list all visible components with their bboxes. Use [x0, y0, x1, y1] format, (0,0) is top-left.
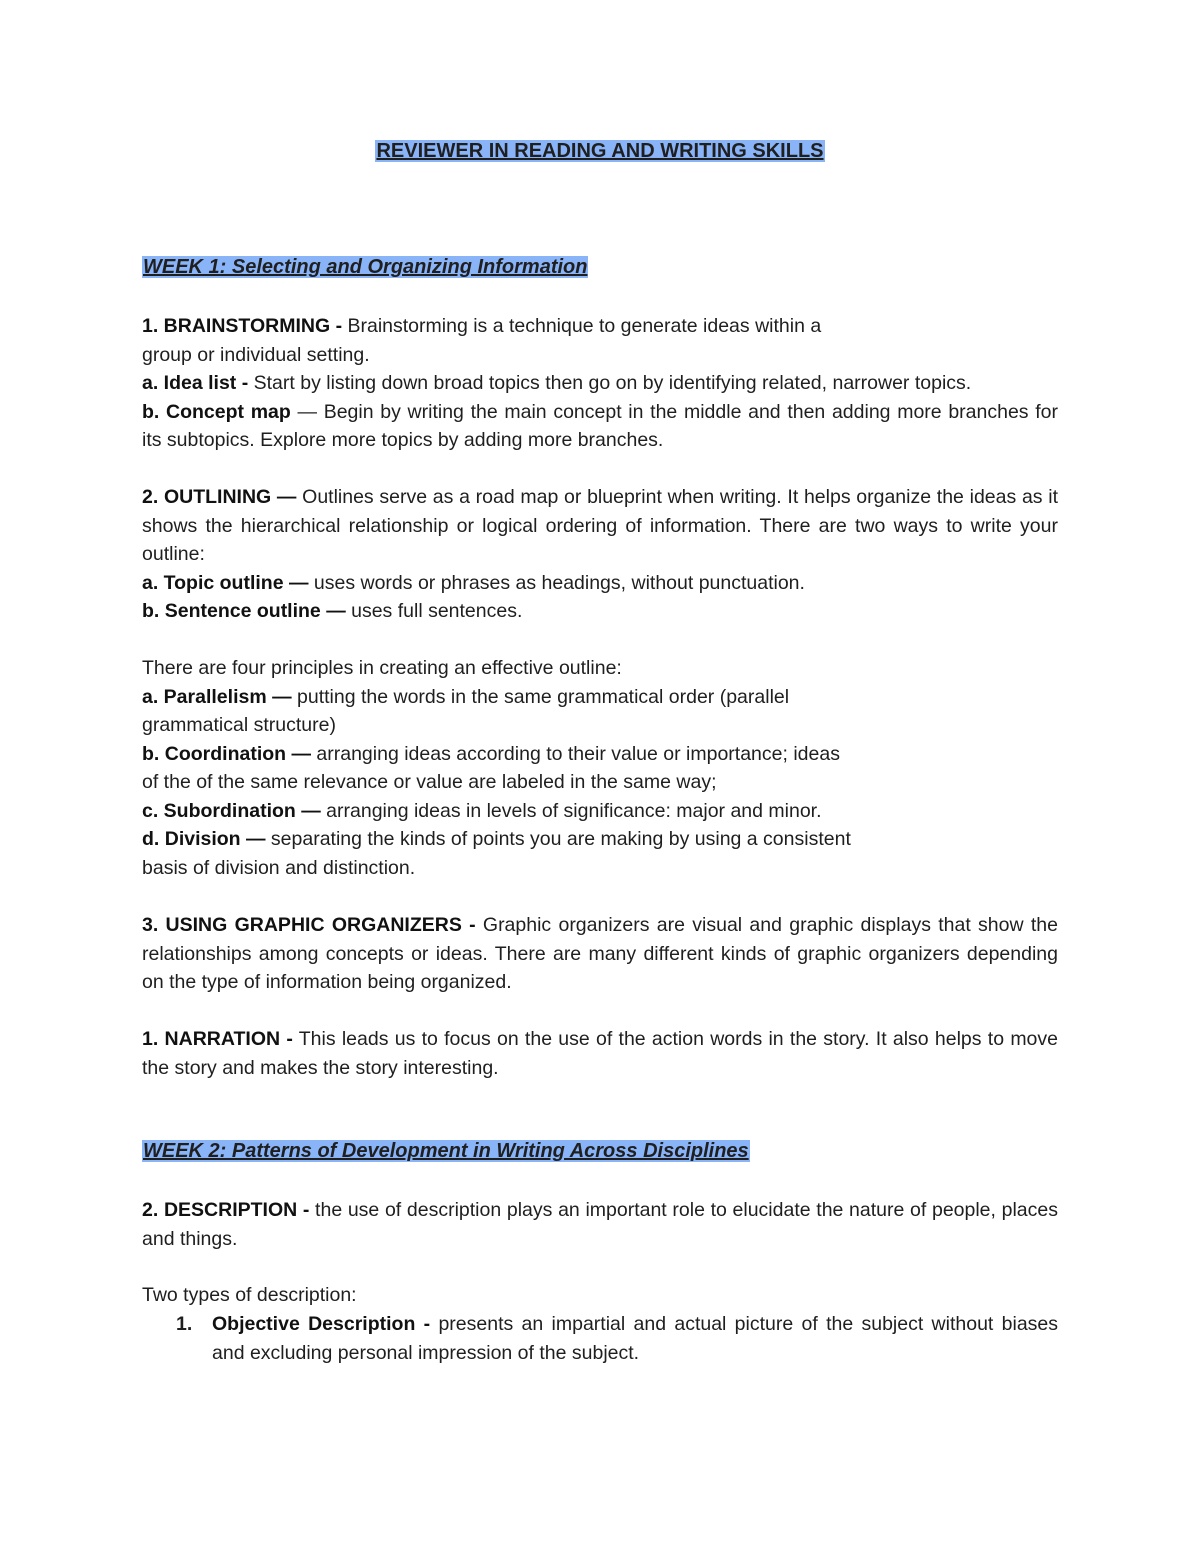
outlining-paragraph: 2. OUTLINING — Outlines serve as a road map or blueprint when writing. It helps organize the ideas as it shows the hierarchical relationship or logical ordering of information. There are two ways to write your outline:: [142, 486, 1058, 565]
brainstorming-line1: 1. BRAINSTORMING - Brainstorming is a technique to generate ideas within a: [142, 315, 822, 337]
description-paragraph: 2. DESCRIPTION - the use of description plays an important role to elucidate the nature of people, places and things.: [142, 1199, 1058, 1250]
subordination-item: c. Subordination — arranging ideas in levels of significance: major and minor.: [142, 799, 822, 822]
concept-map-item: b. Concept map — Begin by writing the main concept in the middle and then adding more branches for its subtopics. Explore more topics by adding more branches.: [142, 400, 1058, 451]
narration-paragraph: 1. NARRATION - This leads us to focus on the use of the action words in the story. It also helps to move the story and makes the story interesting.: [142, 1028, 1058, 1079]
principles-intro: There are four principles in creating an effective outline:: [142, 657, 622, 679]
document-title: REVIEWER IN READING AND WRITING SKILLS: [376, 140, 824, 162]
coordination-line1: b. Coordination — arranging ideas according to their value or importance; ideas: [142, 742, 840, 765]
outlining-section: [142, 483, 1058, 626]
division-line2: basis of division and distinction.: [142, 856, 416, 879]
parallelism-line2: grammatical structure): [142, 714, 336, 736]
coordination-line2: of the of the same relevance or value are labeled in the same way;: [142, 771, 717, 793]
narration-section: [142, 1025, 1058, 1082]
topic-outline-item: a. Topic outline — uses words or phrases as headings, without punctuation.: [142, 571, 805, 594]
parallelism-line1: a. Parallelism — putting the words in the same grammatical order (parallel: [142, 685, 790, 708]
graphic-organizers-section: [142, 911, 1058, 997]
objective-description-text: Objective Description - presents an impartial and actual picture of the subject without biases and excluding personal impression of the subject.: [212, 1313, 1059, 1364]
description-section: [142, 1196, 1058, 1253]
list-number: 1.: [176, 1313, 193, 1335]
brainstorming-line2: group or individual setting.: [142, 343, 370, 366]
idea-list-item: a. Idea list - Start by listing down broad topics then go on by identifying related, narrower topics.: [142, 372, 972, 394]
division-line1: d. Division — separating the kinds of points you are making by using a consistent: [142, 828, 851, 850]
graphic-organizers-paragraph: 3. USING GRAPHIC ORGANIZERS - Graphic organizers are visual and graphic displays that show the relationships among concepts or ideas. There are many different kinds of graphic organizers depending on the type of information being organized.: [142, 914, 1058, 993]
sentence-outline-item: b. Sentence outline — uses full sentences.: [142, 600, 523, 622]
principles-section: [142, 654, 1058, 882]
week2-heading: WEEK 2: Patterns of Development in Writing Across Disciplines: [143, 1140, 749, 1162]
brainstorming-section: [142, 312, 1058, 455]
description-types-intro: Two types of description:: [142, 1284, 357, 1306]
week1-heading: WEEK 1: Selecting and Organizing Information: [143, 256, 588, 278]
objective-description-item: [142, 1310, 1058, 1367]
